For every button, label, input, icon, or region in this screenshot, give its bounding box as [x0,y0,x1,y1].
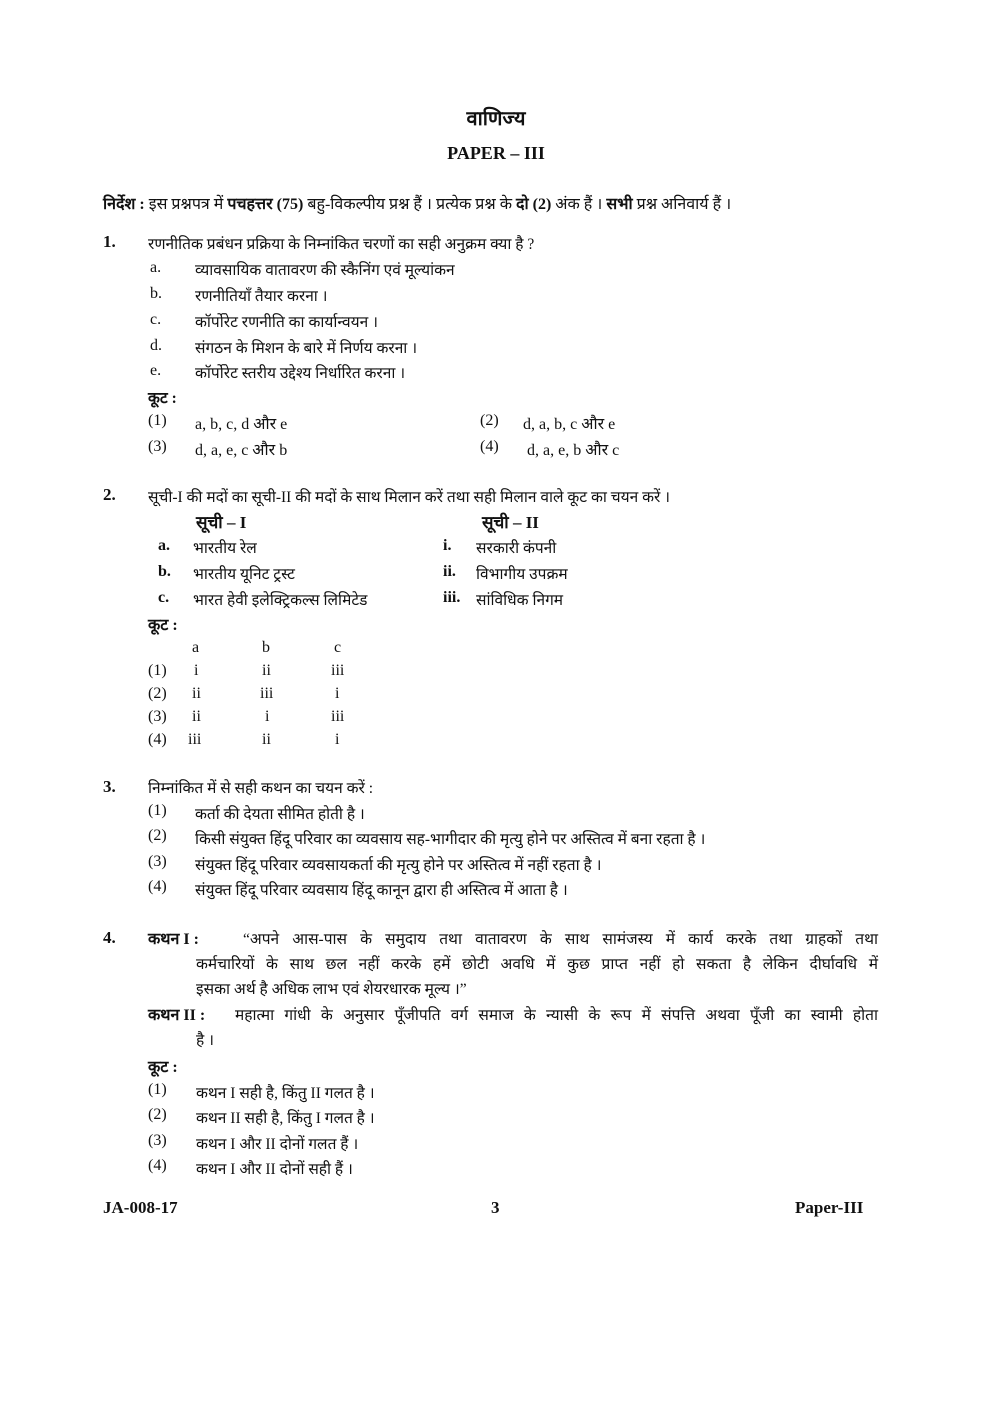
footer-code: JA-008-17 [103,1198,178,1217]
statement-1-line: कर्मचारियों के साथ छल नहीं करके हमें छोटी अवधि में कुछ प्राप्त नहीं हो सकता है लेकिन दीर्घावधि में [196,956,878,973]
question-number: 2. [103,485,116,504]
item-label: b. [150,285,162,302]
option-label: (1) [148,1081,167,1098]
option-value: i [335,731,340,748]
item-label: d. [150,337,162,354]
option-value: ii [192,708,201,725]
option-label: (3) [148,853,167,870]
option-text: d, a, e, b और c [527,442,620,459]
list-2-text: सरकारी कंपनी [476,540,557,557]
instructions-text: बहु-विकल्पीय प्रश्न हैं । प्रत्येक प्रश्न के [307,196,512,213]
paper-title: PAPER – III [447,143,545,163]
statement-1-line: “अपने आस-पास के समुदाय तथा वातावरण के साथ सामंजस्य में कार्य करके तथा ग्राहकों तथा [243,931,878,948]
option-text: a, b, c, d और e [195,416,288,433]
option-value: i [335,685,340,702]
option-text: कथन I सही है, किंतु II गलत है । [196,1085,375,1102]
option-value: iii [331,708,345,725]
option-label: (2) [480,412,499,429]
option-label: (3) [148,1132,167,1149]
question-text: निम्नांकित में से सही कथन का चयन करें : [148,780,373,797]
instructions [103,192,731,214]
option-value: ii [192,685,201,702]
option-value: ii [262,731,271,748]
option-label: (1) [148,802,167,819]
instructions-text: अंक हैं । [555,196,603,213]
option-text: कथन I और II दोनों सही हैं । [196,1161,353,1178]
option-value: i [265,708,270,725]
option-value: iii [188,731,202,748]
question-number: 1. [103,232,116,251]
list-2-label: i. [443,537,452,554]
list-1-label: a. [158,537,170,554]
list-2-title: सूची – II [482,513,539,532]
option-value: iii [331,662,345,679]
code-header-c: c [334,639,342,656]
question-text: रणनीतिक प्रबंधन प्रक्रिया के निम्नांकित चरणों का सही अनुक्रम क्या है ? [148,236,535,253]
option-label: (2) [148,685,167,702]
item-text: कॉर्पोरेट स्तरीय उद्देश्य निर्धारित करना । [195,365,406,382]
list-2-text: विभागीय उपक्रम [476,566,568,583]
statement-2-label: कथन II : [148,1007,206,1024]
page-number: 3 [491,1198,500,1217]
option-label: (2) [148,1106,167,1123]
option-text: कथन I और II दोनों गलत हैं । [196,1136,359,1153]
statement-1-label: कथन I : [148,931,199,948]
item-label: e. [150,362,162,379]
list-2-text: सांविधिक निगम [476,592,564,609]
code-header-b: b [262,639,270,656]
option-value: i [194,662,199,679]
code-label: कूट : [148,390,177,407]
option-text: कर्ता की देयता सीमित होती है । [195,806,365,823]
code-label: कूट : [148,1059,178,1076]
statement-1-line: इसका अर्थ है अधिक लाभ एवं शेयरधारक मूल्य ।” [196,981,467,998]
option-text: कथन II सही है, किंतु I गलत है । [196,1110,375,1127]
item-text: कॉर्पोरेट रणनीति का कार्यान्वयन । [195,314,378,331]
list-1-text: भारतीय रेल [193,540,257,557]
option-label: (2) [148,827,167,844]
list-1-text: भारत हेवी इलेक्ट्रिकल्स लिमिटेड [193,592,368,609]
instructions-text: इस प्रश्नपत्र में [148,196,224,213]
list-1-label: b. [158,563,171,580]
list-1-text: भारतीय यूनिट ट्रस्ट [193,566,295,583]
footer-paper: Paper-III [795,1198,864,1217]
option-label: (1) [148,412,167,429]
question-text: सूची-I की मदों का सूची-II की मदों के साथ मिलान करें तथा सही मिलान वाले कूट का चयन करें । [148,489,671,506]
option-text: d, a, b, c और e [523,416,616,433]
option-label: (4) [148,878,167,895]
instructions-text: प्रश्न अनिवार्य हैं । [636,196,732,213]
option-label: (4) [480,438,499,455]
question-count: पचहत्तर (75) [227,196,304,213]
item-label: c. [150,311,162,328]
statement-2-line: महात्मा गांधी के अनुसार पूँजीपति वर्ग समाज के न्यासी के रूप में संपत्ति अथवा पूँजी का स्वामी होता [235,1007,878,1024]
list-1-title: सूची – I [196,513,247,532]
statement-2-line: है । [196,1032,214,1049]
marks-per-question: दो (2) [516,196,552,213]
option-label: (4) [148,1157,167,1174]
option-label: (3) [148,438,167,455]
option-label: (3) [148,708,167,725]
item-text: संगठन के मिशन के बारे में निर्णय करना । [195,340,418,357]
item-label: a. [150,259,162,276]
list-2-label: iii. [443,589,461,606]
code-header-a: a [192,639,200,656]
option-text: संयुक्त हिंदू परिवार व्यवसायकर्ता की मृत्यु होने पर अस्तित्व में नहीं रहता है । [195,857,602,874]
code-label: कूट : [148,617,178,634]
list-2-label: ii. [443,563,456,580]
option-text: किसी संयुक्त हिंदू परिवार का व्यवसाय सह-भागीदार की मृत्यु होने पर अस्तित्व में बना रहता है । [195,831,706,848]
subject-title: वाणिज्य [466,108,526,130]
list-1-label: c. [158,589,170,606]
option-value: iii [260,685,274,702]
option-label: (4) [148,731,167,748]
option-text: d, a, e, c और b [195,442,288,459]
item-text: रणनीतियाँ तैयार करना । [195,288,328,305]
option-label: (1) [148,662,167,679]
option-text: संयुक्त हिंदू परिवार व्यवसाय हिंदू कानून द्वारा ही अस्तित्व में आता है । [195,882,568,899]
question-number: 3. [103,777,116,796]
option-value: ii [262,662,271,679]
instructions-label: निर्देश : [103,196,145,213]
question-number: 4. [103,928,116,947]
item-text: व्यावसायिक वातावरण की स्कैनिंग एवं मूल्यांकन [195,262,455,279]
all-label: सभी [606,196,633,213]
